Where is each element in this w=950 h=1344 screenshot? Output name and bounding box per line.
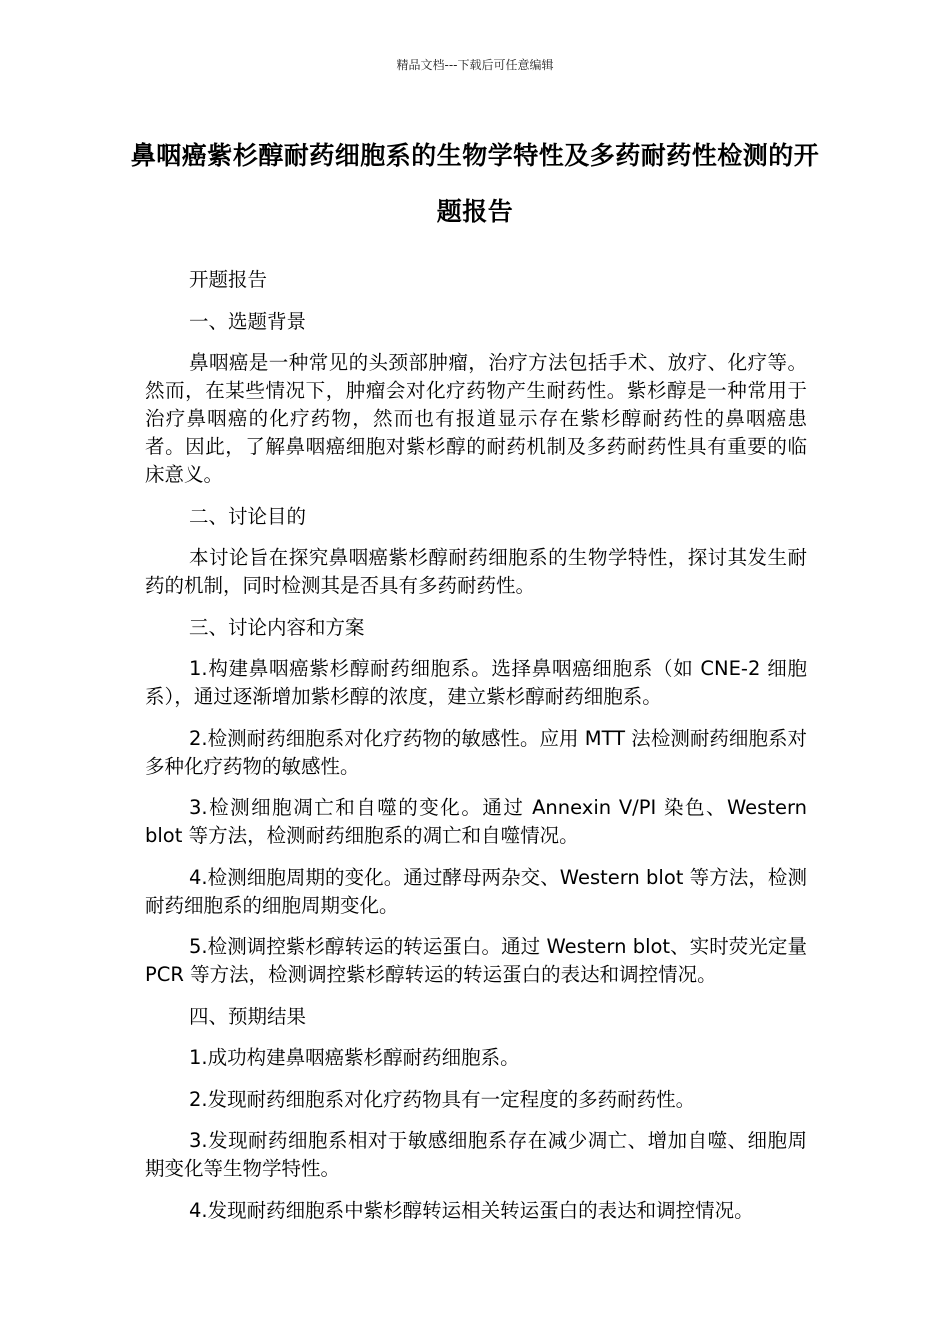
list-item: 4.发现耐药细胞系中紫杉醇转运相关转运蛋白的表达和调控情况。 xyxy=(189,1198,754,1222)
list-item: 1.成功构建鼻咽癌紫杉醇耐药细胞系。 xyxy=(189,1046,520,1069)
section-heading-content: 三、讨论内容和方案 xyxy=(189,615,365,639)
paragraph-report-heading: 开题报告 xyxy=(189,268,268,291)
section-heading-results: 四、预期结果 xyxy=(189,1004,307,1028)
list-item: 2.发现耐药细胞系对化疗药物具有一定程度的多药耐药性。 xyxy=(189,1087,696,1111)
list-item: 3.发现耐药细胞系相对于敏感细胞系存在减少凋亡、增加自噬、细胞周期变化等生物学特性。 xyxy=(145,1129,807,1180)
list-item: 4.检测细胞周期的变化。通过酵母两杂交、Western blot 等方法，检测耐药细胞系的细胞周期变化。 xyxy=(145,865,807,917)
list-item: 2.检测耐药细胞系对化疗药物的敏感性。应用 MTT 法检测耐药细胞系对多种化疗药物的敏感性。 xyxy=(145,726,807,778)
list-item: 1.构建鼻咽癌紫杉醇耐药细胞系。选择鼻咽癌细胞系（如 CNE-2 细胞系），通过逐渐增加紫杉醇的浓度，建立紫杉醇耐药细胞系。 xyxy=(145,657,807,708)
section-heading-background: 一、选题背景 xyxy=(189,309,307,333)
document-body xyxy=(145,266,807,1238)
document-title: 鼻咽癌紫杉醇耐药细胞系的生物学特性及多药耐药性检测的开题报告 xyxy=(130,141,820,226)
list-item: 5.检测调控紫杉醇转运的转运蛋白。通过 Western blot、实时荧光定量 PCR 等方法，检测调控紫杉醇转运的转运蛋白的表达和调控情况。 xyxy=(145,935,807,986)
header-note: 精品文档---下载后可任意编辑 xyxy=(396,58,554,72)
paragraph-background: 鼻咽癌是一种常见的头颈部肿瘤，治疗方法包括手术、放疗、化疗等。然而，在某些情况下，肿瘤会对化疗药物产生耐药性。紫杉醇是一种常用于治疗鼻咽癌的化疗药物，然而也有报道显示存在紫杉醇耐药性的鼻咽癌患者。因此，了解鼻咽癌细胞对紫杉醇的耐药机制及多药耐药性具有重要的临床意义。 xyxy=(145,351,807,486)
paragraph-purpose: 本讨论旨在探究鼻咽癌紫杉醇耐药细胞系的生物学特性，探讨其发生耐药的机制，同时检测其是否具有多药耐药性。 xyxy=(145,546,807,597)
section-heading-purpose: 二、讨论目的 xyxy=(189,504,307,528)
list-item: 3.检测细胞凋亡和自噬的变化。通过 Annexin V/PI 染色、Western blot 等方法，检测耐药细胞系的凋亡和自噬情况。 xyxy=(145,796,807,847)
